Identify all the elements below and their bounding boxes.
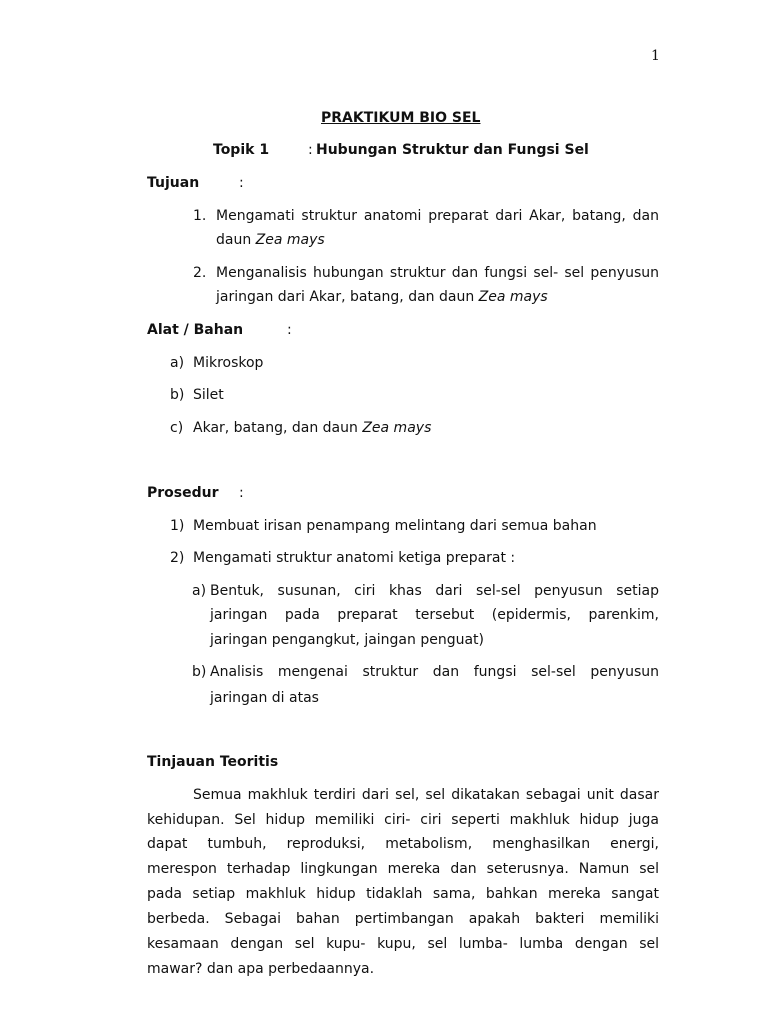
topic-value: Hubungan Struktur dan Fungsi Sel xyxy=(316,142,589,158)
prosedur-sub-a-line-1: Bentuk, susunan, ciri khas dari sel-sel penyusun setiap xyxy=(210,583,659,599)
tinjauan-heading: Tinjauan Teoritis xyxy=(147,754,279,770)
tinjauan-line-4: merespon terhadap lingkungan mereka dan seterusnya. Namun sel xyxy=(147,861,659,877)
prosedur-sub-a-label: a) xyxy=(192,583,207,599)
alat-colon: : xyxy=(287,322,292,338)
page-number: 1 xyxy=(651,48,660,64)
tinjauan-line-2: kehidupan. Sel hidup memiliki ciri- ciri seperti makhluk hidup juga xyxy=(147,812,659,828)
document-title: PRAKTIKUM BIO SEL xyxy=(321,110,481,126)
alat-item-b-label: b) xyxy=(170,387,185,403)
tujuan-colon: : xyxy=(239,175,244,191)
prosedur-colon: : xyxy=(239,485,244,501)
prosedur-item-2-text: Mengamati struktur anatomi ketiga preparat : xyxy=(193,550,516,566)
tujuan-item-1-line-1: Mengamati struktur anatomi preparat dari Akar, batang, dan xyxy=(216,208,659,224)
prosedur-item-1-text: Membuat irisan penampang melintang dari semua bahan xyxy=(193,518,597,534)
tinjauan-line-5: pada setiap makhluk hidup tidaklah sama, bahkan mereka sangat xyxy=(147,886,659,902)
alat-item-a-label: a) xyxy=(170,355,185,371)
tujuan-item-1-line-2: daun Zea mays xyxy=(216,232,325,248)
topic-separator: : xyxy=(308,142,313,158)
tujuan-item-2-number: 2. xyxy=(193,265,207,281)
tinjauan-line-6: berbeda. Sebagai bahan pertimbangan apakah bakteri memiliki xyxy=(147,911,659,927)
alat-item-c-label: c) xyxy=(170,420,184,436)
species-name: Zea mays xyxy=(362,420,432,436)
prosedur-sub-b-line-1: Analisis mengenai struktur dan fungsi sel-sel penyusun xyxy=(210,664,659,680)
prosedur-sub-b-line-2: jaringan di atas xyxy=(210,690,319,706)
prosedur-item-1-label: 1) xyxy=(170,518,185,534)
prosedur-heading: Prosedur xyxy=(147,485,219,501)
prosedur-item-2-label: 2) xyxy=(170,550,185,566)
prosedur-sub-b-label: b) xyxy=(192,664,207,680)
alat-item-b-text: Silet xyxy=(193,387,224,403)
prosedur-sub-a-line-3: jaringan pengangkut, jaingan penguat) xyxy=(210,632,484,648)
alat-item-a-text: Mikroskop xyxy=(193,355,264,371)
tinjauan-line-8: mawar? dan apa perbedaannya. xyxy=(147,961,375,977)
topic-label: Topik 1 xyxy=(213,142,270,158)
tinjauan-line-1: Semua makhluk terdiri dari sel, sel dikatakan sebagai unit dasar xyxy=(193,787,659,803)
tinjauan-line-7: kesamaan dengan sel kupu- kupu, sel lumba- lumba dengan sel xyxy=(147,936,659,952)
species-name: Zea mays xyxy=(255,232,325,248)
species-name: Zea mays xyxy=(478,289,548,305)
tujuan-item-2-line-1: Menganalisis hubungan struktur dan fungsi sel- sel penyusun xyxy=(216,265,659,281)
prosedur-sub-a-line-2: jaringan pada preparat tersebut (epidermis, parenkim, xyxy=(210,607,659,623)
tujuan-item-1-number: 1. xyxy=(193,208,207,224)
alat-item-c-text: Akar, batang, dan daun Zea mays xyxy=(193,420,432,436)
tinjauan-line-3: dapat tumbuh, reproduksi, metabolism, menghasilkan energi, xyxy=(147,836,659,852)
tujuan-item-2-line-2: jaringan dari Akar, batang, dan daun Zea mays xyxy=(216,289,548,305)
tujuan-heading: Tujuan xyxy=(147,175,200,191)
alat-heading: Alat / Bahan xyxy=(147,322,244,338)
